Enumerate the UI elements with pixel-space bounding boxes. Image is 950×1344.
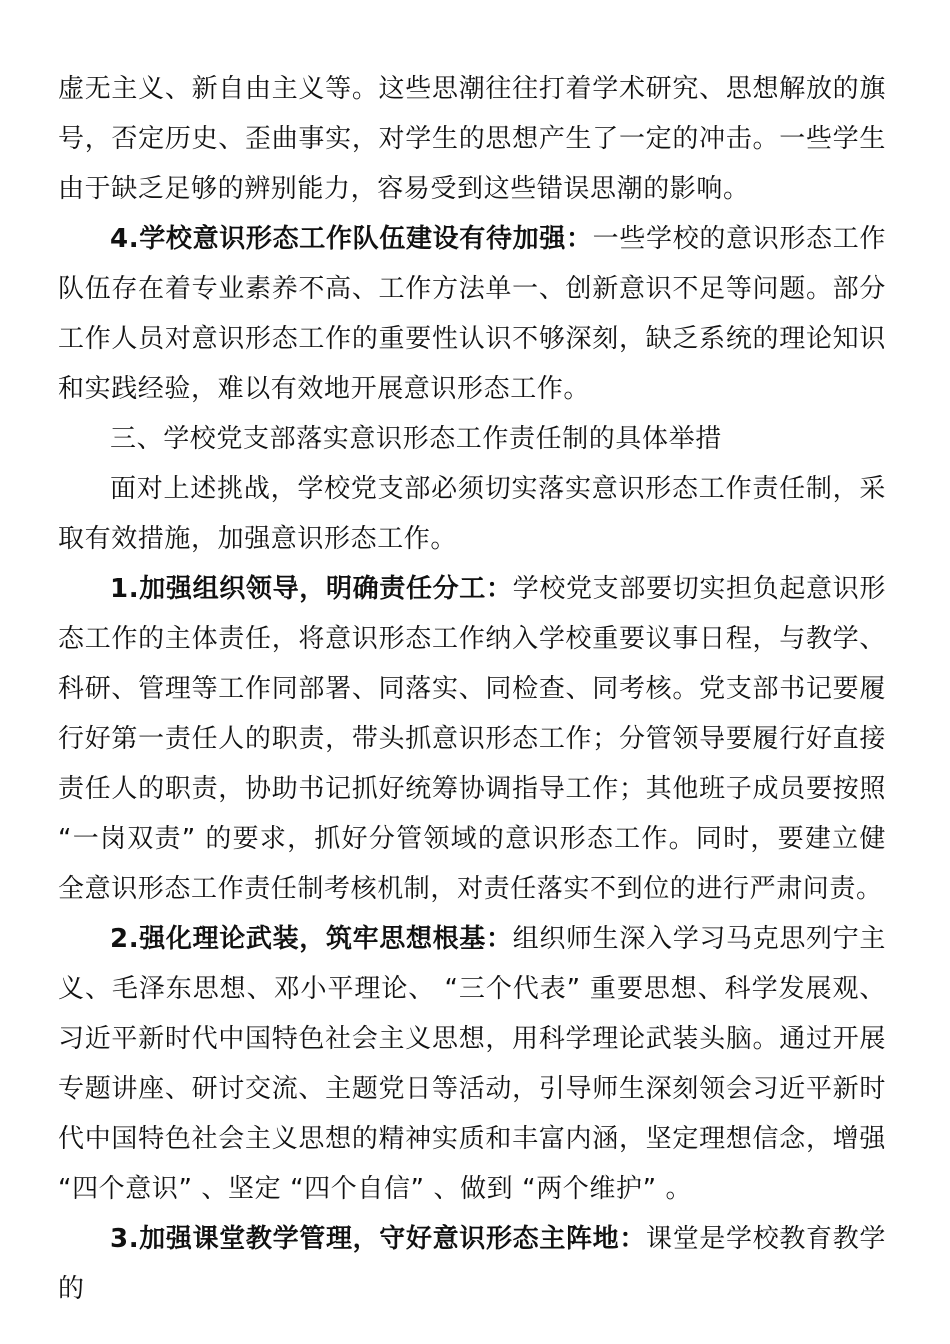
paragraph-section-3-intro	[58, 464, 886, 564]
paragraph-lead-heading: 2.强化理论武装，筑牢思想根基：	[110, 924, 513, 954]
paragraph-lead-heading: 4.学校意识形态工作队伍建设有待加强：	[110, 224, 593, 254]
paragraph-text: 学校党支部要切实担负起意识形态工作的主体责任，将意识形态工作纳入学校重要议事日程，与教学、科研、管理等工作同部署、同落实、同检查、同考核。党支部书记要履行好第一责任人的职责，带头抓意识形态工作；分管领导要履行好直接责任人的职责，协助书记抓好统筹协调指导工作；其他班子成员要按照 “一岗双责” 的要求，抓好分管领域的意识形态工作。同时，要建立健全意识形态工作责任制考核机制，对责任落实不到位的进行严肃问责。	[58, 574, 886, 904]
paragraph-measure-3	[58, 1214, 886, 1314]
paragraph-item-4	[58, 214, 886, 414]
section-3-title	[58, 414, 886, 464]
paragraph-lead-heading: 3.加强课堂教学管理，守好意识形态主阵地：	[110, 1224, 647, 1254]
paragraph-text: 课堂是学校教育教学的	[58, 1224, 886, 1304]
paragraph-text: 虚无主义、新自由主义等。这些思潮往往打着学术研究、思想解放的旗号，否定历史、歪曲事实，对学生的思想产生了一定的冲击。一些学生由于缺乏足够的辨别能力，容易受到这些错误思潮的影响。	[58, 74, 886, 204]
document-page	[58, 64, 886, 1314]
paragraph-continuation	[58, 64, 886, 214]
paragraph-lead-heading: 1.加强组织领导，明确责任分工：	[110, 574, 513, 604]
section-title-text: 三、学校党支部落实意识形态工作责任制的具体举措	[110, 424, 722, 454]
paragraph-text: 一些学校的意识形态工作队伍存在着专业素养不高、工作方法单一、创新意识不足等问题。部分工作人员对意识形态工作的重要性认识不够深刻，缺乏系统的理论知识和实践经验，难以有效地开展意识形态工作。	[58, 224, 886, 404]
paragraph-text: 组织师生深入学习马克思列宁主义、毛泽东思想、邓小平理论、 “三个代表” 重要思想、科学发展观、习近平新时代中国特色社会主义思想，用科学理论武装头脑。通过开展专题讲座、研讨交流、主题党日等活动，引导师生深刻领会习近平新时代中国特色社会主义思想的精神实质和丰富内涵，坚定理想信念，增强 “四个意识” 、坚定 “四个自信” 、做到 “两个维护” 。	[58, 924, 886, 1204]
paragraph-measure-2	[58, 914, 886, 1214]
paragraph-measure-1	[58, 564, 886, 914]
paragraph-text: 面对上述挑战，学校党支部必须切实落实意识形态工作责任制，采取有效措施，加强意识形态工作。	[58, 474, 886, 554]
